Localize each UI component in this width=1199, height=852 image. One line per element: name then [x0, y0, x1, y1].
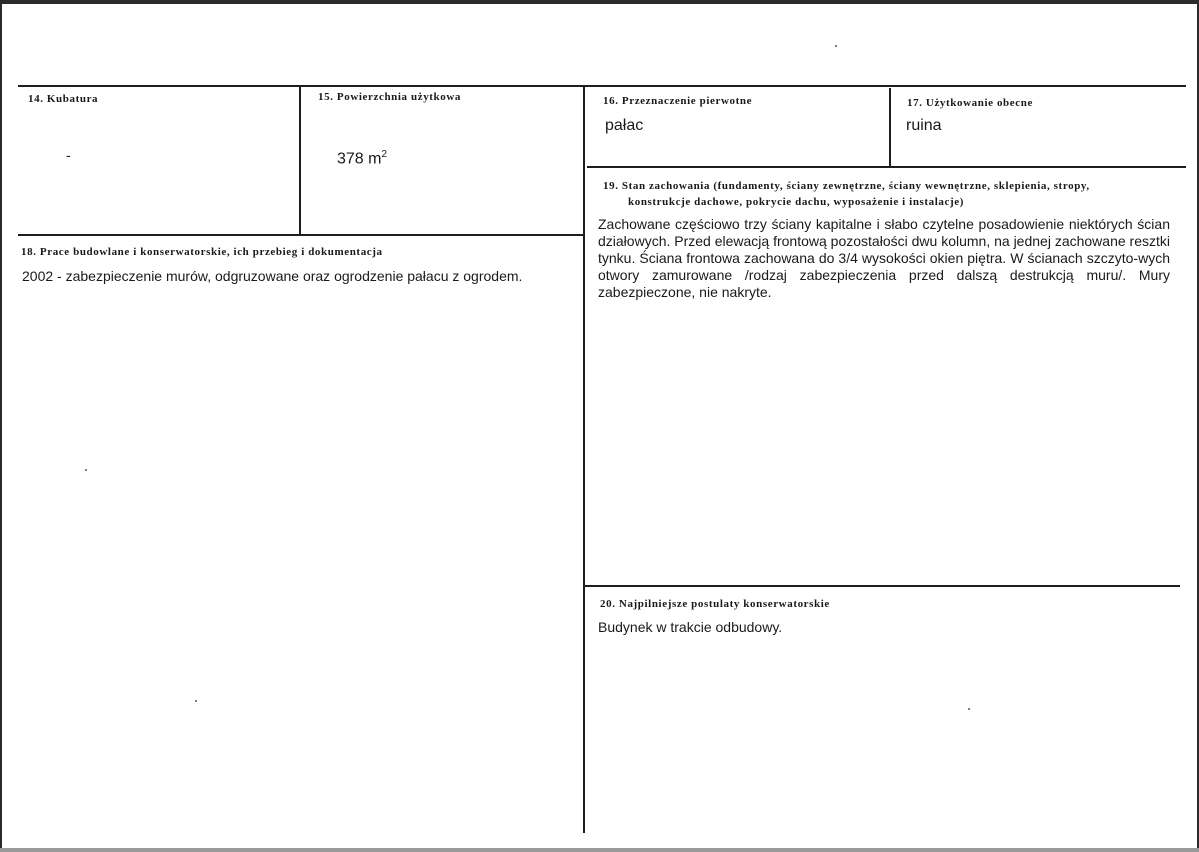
- rule-under-14-15: [18, 234, 585, 236]
- divider-14-15: [299, 85, 301, 236]
- postulaty-label: 20. Najpilniejsze postulaty konserwatorskie: [600, 598, 830, 610]
- uzytkowanie-value: ruina: [906, 117, 942, 134]
- przeznaczenie-value: pałac: [605, 117, 644, 134]
- scan-speck: [85, 469, 87, 471]
- prace-value: 2002 - zabezpieczenie murów, odgruzowane oraz ogrodzenie pałacu z ogrodem.: [22, 268, 523, 284]
- kubatura-label: 14. Kubatura: [28, 93, 99, 105]
- uzytkowanie-label: 17. Użytkowanie obecne: [907, 97, 1033, 109]
- scan-speck: [968, 708, 970, 710]
- powierzchnia-value: [337, 149, 387, 168]
- powierzchnia-label: 15. Powierzchnia użytkowa: [318, 91, 462, 103]
- stan-label-line2: konstrukcje dachowe, pokrycie dachu, wyposażenie i instalacje): [628, 196, 965, 208]
- scan-speck: [195, 700, 197, 702]
- main-vertical-divider: [583, 85, 585, 833]
- powierzchnia-number: 378 m: [337, 150, 382, 168]
- rule-above-20: [583, 585, 1180, 587]
- rule-under-16-17: [587, 166, 1186, 168]
- postulaty-value: Budynek w trakcie odbudowy.: [598, 619, 783, 635]
- scan-speck: [835, 45, 837, 47]
- stan-label-line1: 19. Stan zachowania (fundamenty, ściany zewnętrzne, ściany wewnętrzne, sklepienia, stropy,: [603, 180, 1090, 192]
- top-rule: [18, 85, 1186, 87]
- stan-value: Zachowane częściowo trzy ściany kapitalne i słabo czytelne posadowienie niektórych ścian działowych. Przed elewacją frontową pozostałości dwu kolumn, na jednej zachowane resztki tynku. Ściana frontowa zachowana do 3/4 wysokości okien piętra. W ścianach szczyto-wych otwory zamurowane /rodzaj zabezpieczenia przed dalszą destrukcją muru/. Mury zabezpieczone, nie nakryte.: [598, 216, 1170, 300]
- powierzchnia-unit-exponent: 2: [381, 149, 388, 160]
- divider-16-17: [889, 88, 891, 167]
- scan-edge-left: [0, 0, 2, 852]
- kubatura-value: -: [66, 147, 71, 163]
- prace-label: 18. Prace budowlane i konserwatorskie, ich przebieg i dokumentacja: [21, 246, 383, 258]
- scan-edge-bottom: [0, 848, 1199, 852]
- przeznaczenie-label: 16. Przeznaczenie pierwotne: [603, 95, 753, 107]
- scan-edge-top: [0, 0, 1199, 4]
